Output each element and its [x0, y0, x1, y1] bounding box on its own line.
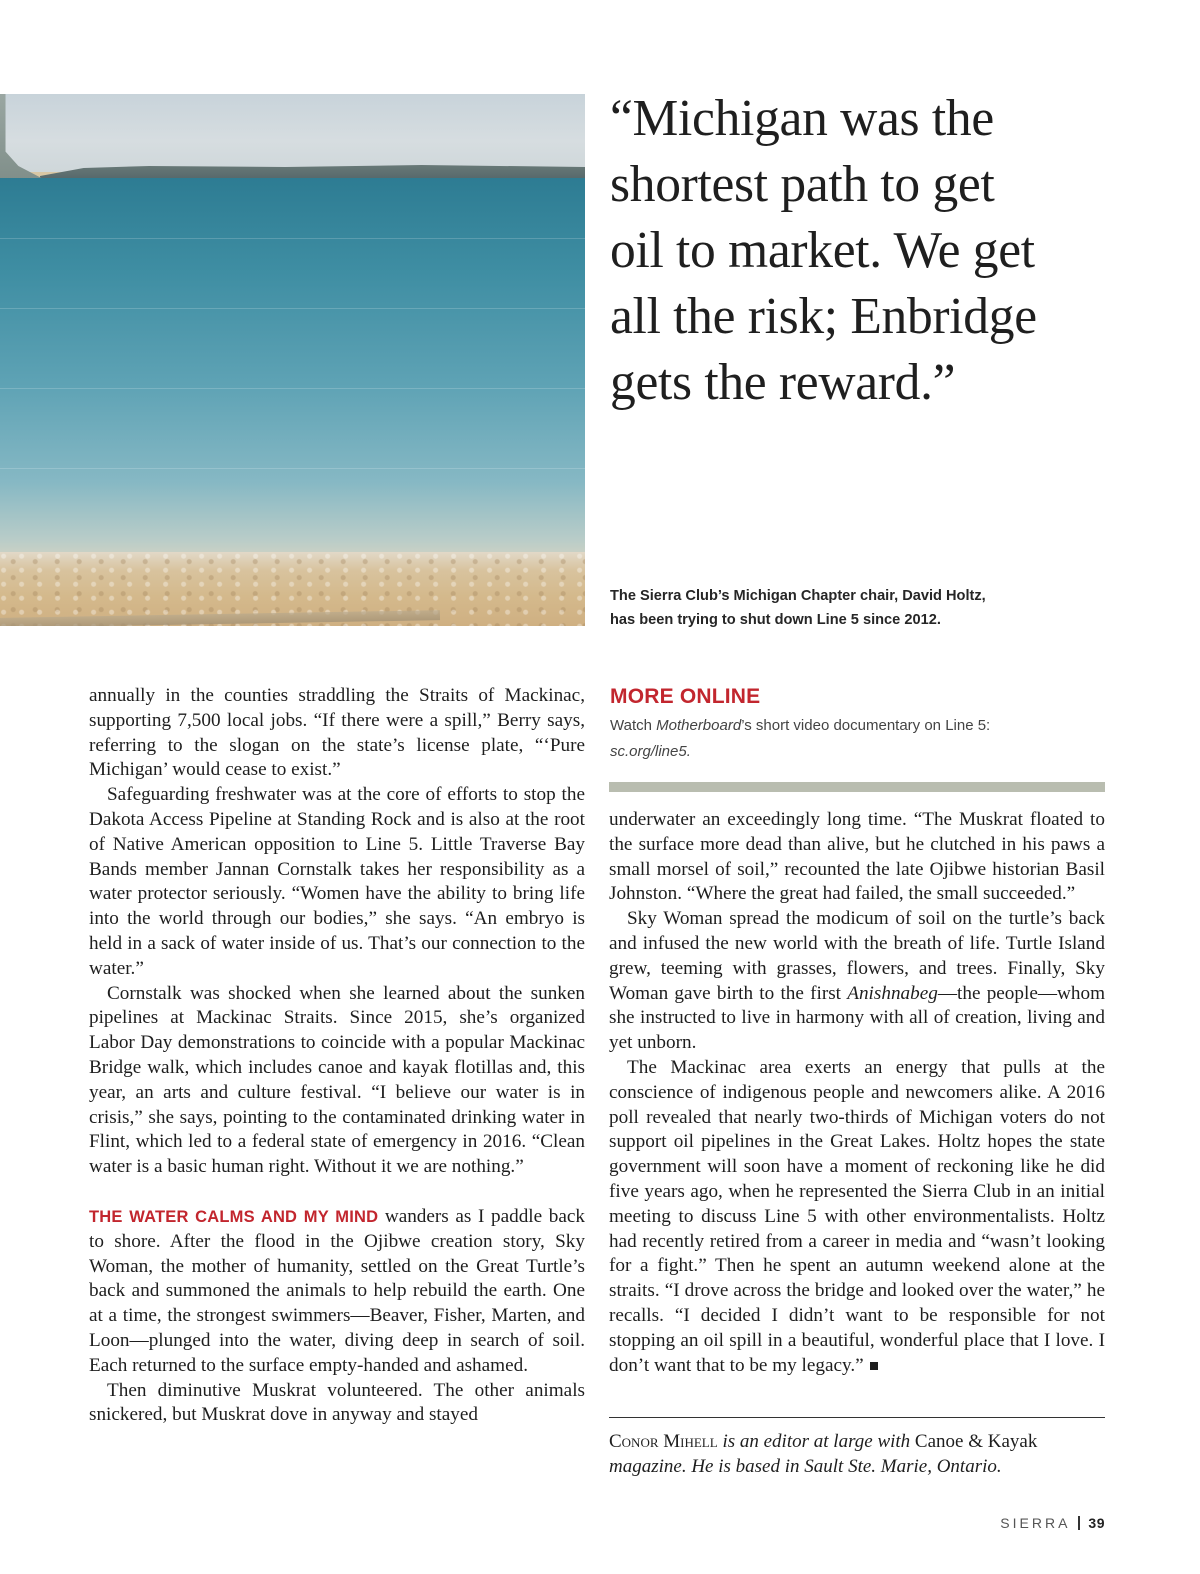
folio-divider [1078, 1516, 1080, 1530]
pull-quote-line: oil to market. We get [610, 222, 1035, 279]
right-column [609, 808, 1105, 1378]
publication-name: Motherboard [656, 717, 742, 734]
body-paragraph: Then diminutive Muskrat volunteered. The other animals snickered, but Muskrat dove in anyway and stayed [89, 1379, 585, 1426]
body-paragraph: annually in the counties straddling the Straits of Mackinac, supporting 7,500 local jobs. “If there were a spill,” Berry says, referring to the slogan on the state’s license plate, “‘Pure Michigan’ would cease to exist.” [89, 685, 585, 781]
more-online-text-part: ’s short video documentary on Line 5: [741, 717, 991, 734]
bio-rule [609, 1417, 1105, 1418]
photo-caption [610, 584, 1030, 632]
bio-text: is an editor at large with [717, 1431, 915, 1452]
body-text: —the people—whom she instructed to live in harmony with all of creation, living and yet unborn. [609, 982, 1105, 1054]
caption-line: has been trying to shut down Line 5 since 2012. [610, 612, 941, 628]
bio-publication: Canoe & Kayak [914, 1431, 1038, 1452]
magazine-name: SIERRA [1000, 1515, 1071, 1531]
caption-line: The Sierra Club’s Michigan Chapter chair, David Holtz, [610, 588, 986, 604]
section-lead-in: THE WATER CALMS AND MY MIND [89, 1207, 379, 1226]
pull-quote [610, 86, 1070, 416]
more-online-link[interactable]: sc.org/line5. [610, 743, 691, 760]
pull-quote-line: gets the reward.” [610, 354, 956, 411]
emphasized-term: Anishnabeg [847, 982, 938, 1004]
more-online-rule [609, 782, 1105, 792]
more-online-text [610, 713, 1106, 765]
more-online-box [610, 683, 1106, 765]
author-bio [609, 1429, 1105, 1479]
pull-quote-line: all the risk; Enbridge [610, 288, 1037, 345]
body-paragraph [609, 907, 1105, 1056]
left-column [89, 684, 585, 1428]
beach-photo [0, 94, 585, 626]
photo-sky [0, 94, 585, 172]
more-online-text-part: Watch [610, 717, 657, 734]
body-text: wanders as I paddle back to shore. After the flood in the Ojibwe creation story, Sky Woman, the mother of humanity, settled on the Great Turtle’s back and summoned the animals to help rebuild the earth. One at a time, the strongest swimmers—Beaver, Fisher, Marten, and Loon—plunged into the water, diving deep in search of soil. Each returned to the surface empty-handed and ashamed. [89, 1205, 585, 1376]
body-text: The Mackinac area exerts an energy that pulls at the conscience of indigenous people and newcomers alike. A 2016 poll revealed that nearly two-thirds of Michigan voters do not support oil pipelines in the Great Lakes. Holtz hopes the state government will soon have a moment of reckoning like he did five years ago, when he represented the Sierra Club in an initial meeting to discuss Line 5 with other environmentalists. Holtz had recently retired from a career in media and “wasn’t looking for a fight.” Then he spent an autumn weekend alone at the straits. “I drove across the bridge and looked over the water,” he recalls. “I decided I didn’t want to be responsible for not stopping an oil spill in a beautiful, wonderful place that I love. I don’t want that to be my legacy.” [609, 1056, 1105, 1376]
body-paragraph: underwater an exceedingly long time. “The Muskrat floated to the surface more dead than alive, but he clutched in his paws a small morsel of soil,” recounted the late Ojibwe historian Basil Johnston. “Where the great had failed, the small succeeded.” [609, 809, 1105, 905]
body-paragraph [609, 1056, 1105, 1378]
pull-quote-line: “Michigan was the [610, 90, 994, 147]
bio-text: magazine. He is based in Sault Ste. Marie, Ontario. [609, 1456, 1002, 1477]
author-name: Conor Mihell [609, 1431, 718, 1452]
body-paragraph: Cornstalk was shocked when she learned about the sunken pipelines at Mackinac Straits. Since 2015, she’s organized Labor Day demonstrations to coincide with a popular Mackinac Bridge walk, which includes canoe and kayak flotillas and, this year, an arts and culture festival. “I believe our water is in crisis,” she says, pointing to the contaminated drinking water in Flint, which led to a federal state of emergency in 2016. “Clean water is a basic human right. Without it we are nothing.” [89, 982, 585, 1178]
page-number: 39 [1088, 1515, 1105, 1531]
body-text: Sky Woman spread the modicum of soil on the turtle’s back and infused the new world with the breath of life. Turtle Island grew, teeming with grasses, flowers, and trees. Finally, Sky Woman gave birth to the first [609, 908, 1105, 1004]
section-start-paragraph [89, 1205, 585, 1379]
more-online-title: MORE ONLINE [610, 685, 761, 708]
end-of-article-icon [870, 1362, 878, 1370]
body-paragraph: Safeguarding freshwater was at the core of efforts to stop the Dakota Access Pipeline at Standing Rock and is also at the root of Native American opposition to Line 5. Little Traverse Bay Bands member Jannan Cornstalk takes her responsibility as a water protector seriously. “Women have the ability to bring life into the world through our bodies,” she says. “An embryo is held in a sack of water inside of us. That’s our connection to the water.” [89, 784, 585, 979]
pull-quote-line: shortest path to get [610, 156, 995, 213]
photo-water [0, 178, 585, 558]
page-folio [1000, 1515, 1105, 1531]
